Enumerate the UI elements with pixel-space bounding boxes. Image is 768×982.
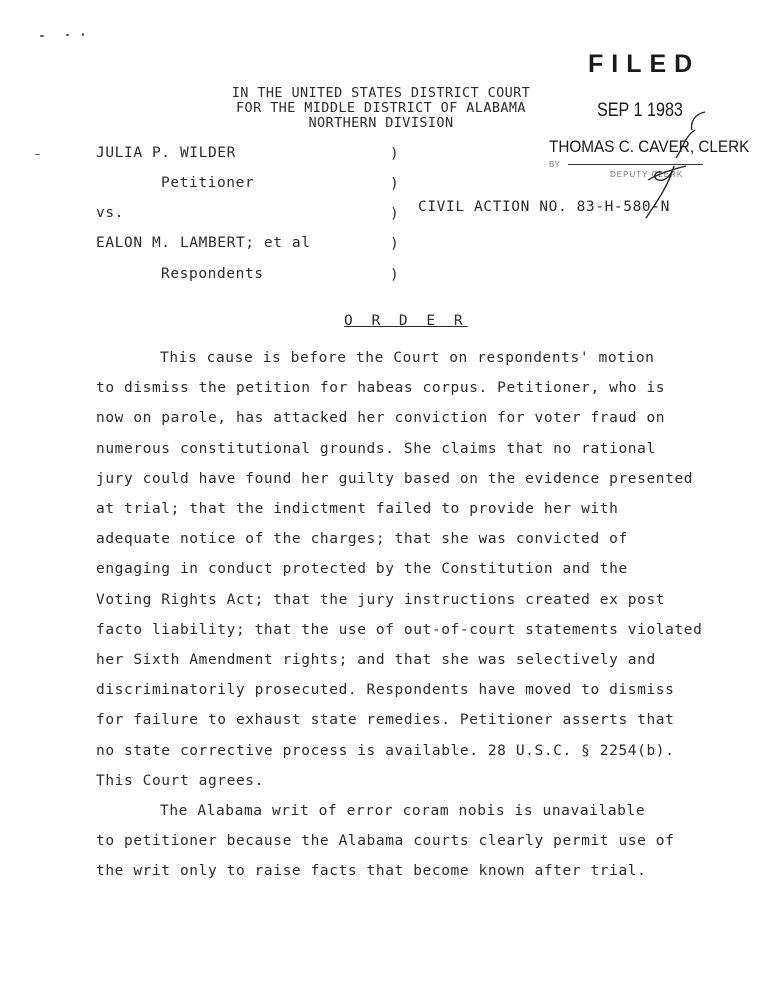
paragraph-line: This Court agrees. <box>96 772 264 789</box>
paragraph-line: adequate notice of the charges; that she was convicted of <box>96 531 628 548</box>
paragraph-line: facto liability; that the use of out-of-court statements violated <box>96 621 703 638</box>
paragraph-line: This cause is before the Court on respondents' motion <box>160 350 655 366</box>
order-paragraph-2 <box>96 796 716 887</box>
caption-paren: ) <box>390 206 400 222</box>
versus-label: vs. <box>96 205 124 221</box>
paragraph-line: her Sixth Amendment rights; and that she was selectively and <box>96 652 656 669</box>
paragraph-line: The Alabama writ of error coram nobis is unavailable <box>160 803 646 819</box>
petitioner-name: JULIA P. WILDER <box>96 145 236 161</box>
paragraph-line: engaging in conduct protected by the Constitution and the <box>96 561 628 578</box>
order-title: O R D E R <box>344 313 468 329</box>
filed-stamp-clerk: THOMAS C. CAVER, CLERK <box>549 137 750 156</box>
clerk-signature <box>600 100 710 240</box>
respondent-name: EALON M. LAMBERT; et al <box>96 235 311 251</box>
scan-speck <box>66 34 69 36</box>
paragraph-line: to dismiss the petition for habeas corpus. Petitioner, who is <box>96 380 666 397</box>
paragraph-line: numerous constitutional grounds. She claims that no rational <box>96 440 656 457</box>
court-heading <box>226 86 536 131</box>
caption-paren: ) <box>390 176 400 192</box>
paragraph-line: discriminatorily prosecuted. Respondents have moved to dismiss <box>96 682 675 699</box>
scan-speck <box>35 154 40 155</box>
paragraph-line: now on parole, has attacked her conviction for voter fraud on <box>96 410 666 427</box>
paragraph-line: to petitioner because the Alabama courts clearly permit use of <box>96 833 675 850</box>
paragraph-line: the writ only to raise facts that become known after trial. <box>96 863 647 880</box>
filed-stamp-by: BY <box>549 160 560 169</box>
paragraph-line: no state corrective process is available. 28 U.S.C. § 2254(b). <box>96 742 675 759</box>
petitioner-role: Petitioner <box>161 175 255 191</box>
caption-paren: ) <box>390 267 400 283</box>
filed-stamp-date: SEP 1 1983 <box>597 100 683 121</box>
paragraph-line: for failure to exhaust state remedies. Petitioner asserts that <box>96 712 675 729</box>
order-paragraph-1 <box>96 343 716 796</box>
caption-paren: ) <box>390 146 400 162</box>
caption-paren: ) <box>390 236 400 252</box>
filed-stamp-title: FILED <box>588 50 701 78</box>
scan-speck <box>82 33 84 36</box>
paragraph-line: Voting Rights Act; that the jury instructions created ex post <box>96 591 666 608</box>
filed-stamp-deputy: DEPUTY CLERK <box>610 170 684 179</box>
respondent-role: Respondents <box>161 266 264 282</box>
scan-speck <box>40 35 44 37</box>
court-heading-line: NORTHERN DIVISION <box>308 115 454 131</box>
paragraph-line: jury could have found her guilty based on the evidence presented <box>96 470 694 487</box>
court-heading-line: FOR THE MIDDLE DISTRICT OF ALABAMA <box>236 100 526 116</box>
paragraph-line: at trial; that the indictment failed to provide her with <box>96 501 619 518</box>
civil-action-number: CIVIL ACTION NO. 83-H-580-N <box>418 199 670 215</box>
court-heading-line: IN THE UNITED STATES DISTRICT COURT <box>231 85 531 101</box>
